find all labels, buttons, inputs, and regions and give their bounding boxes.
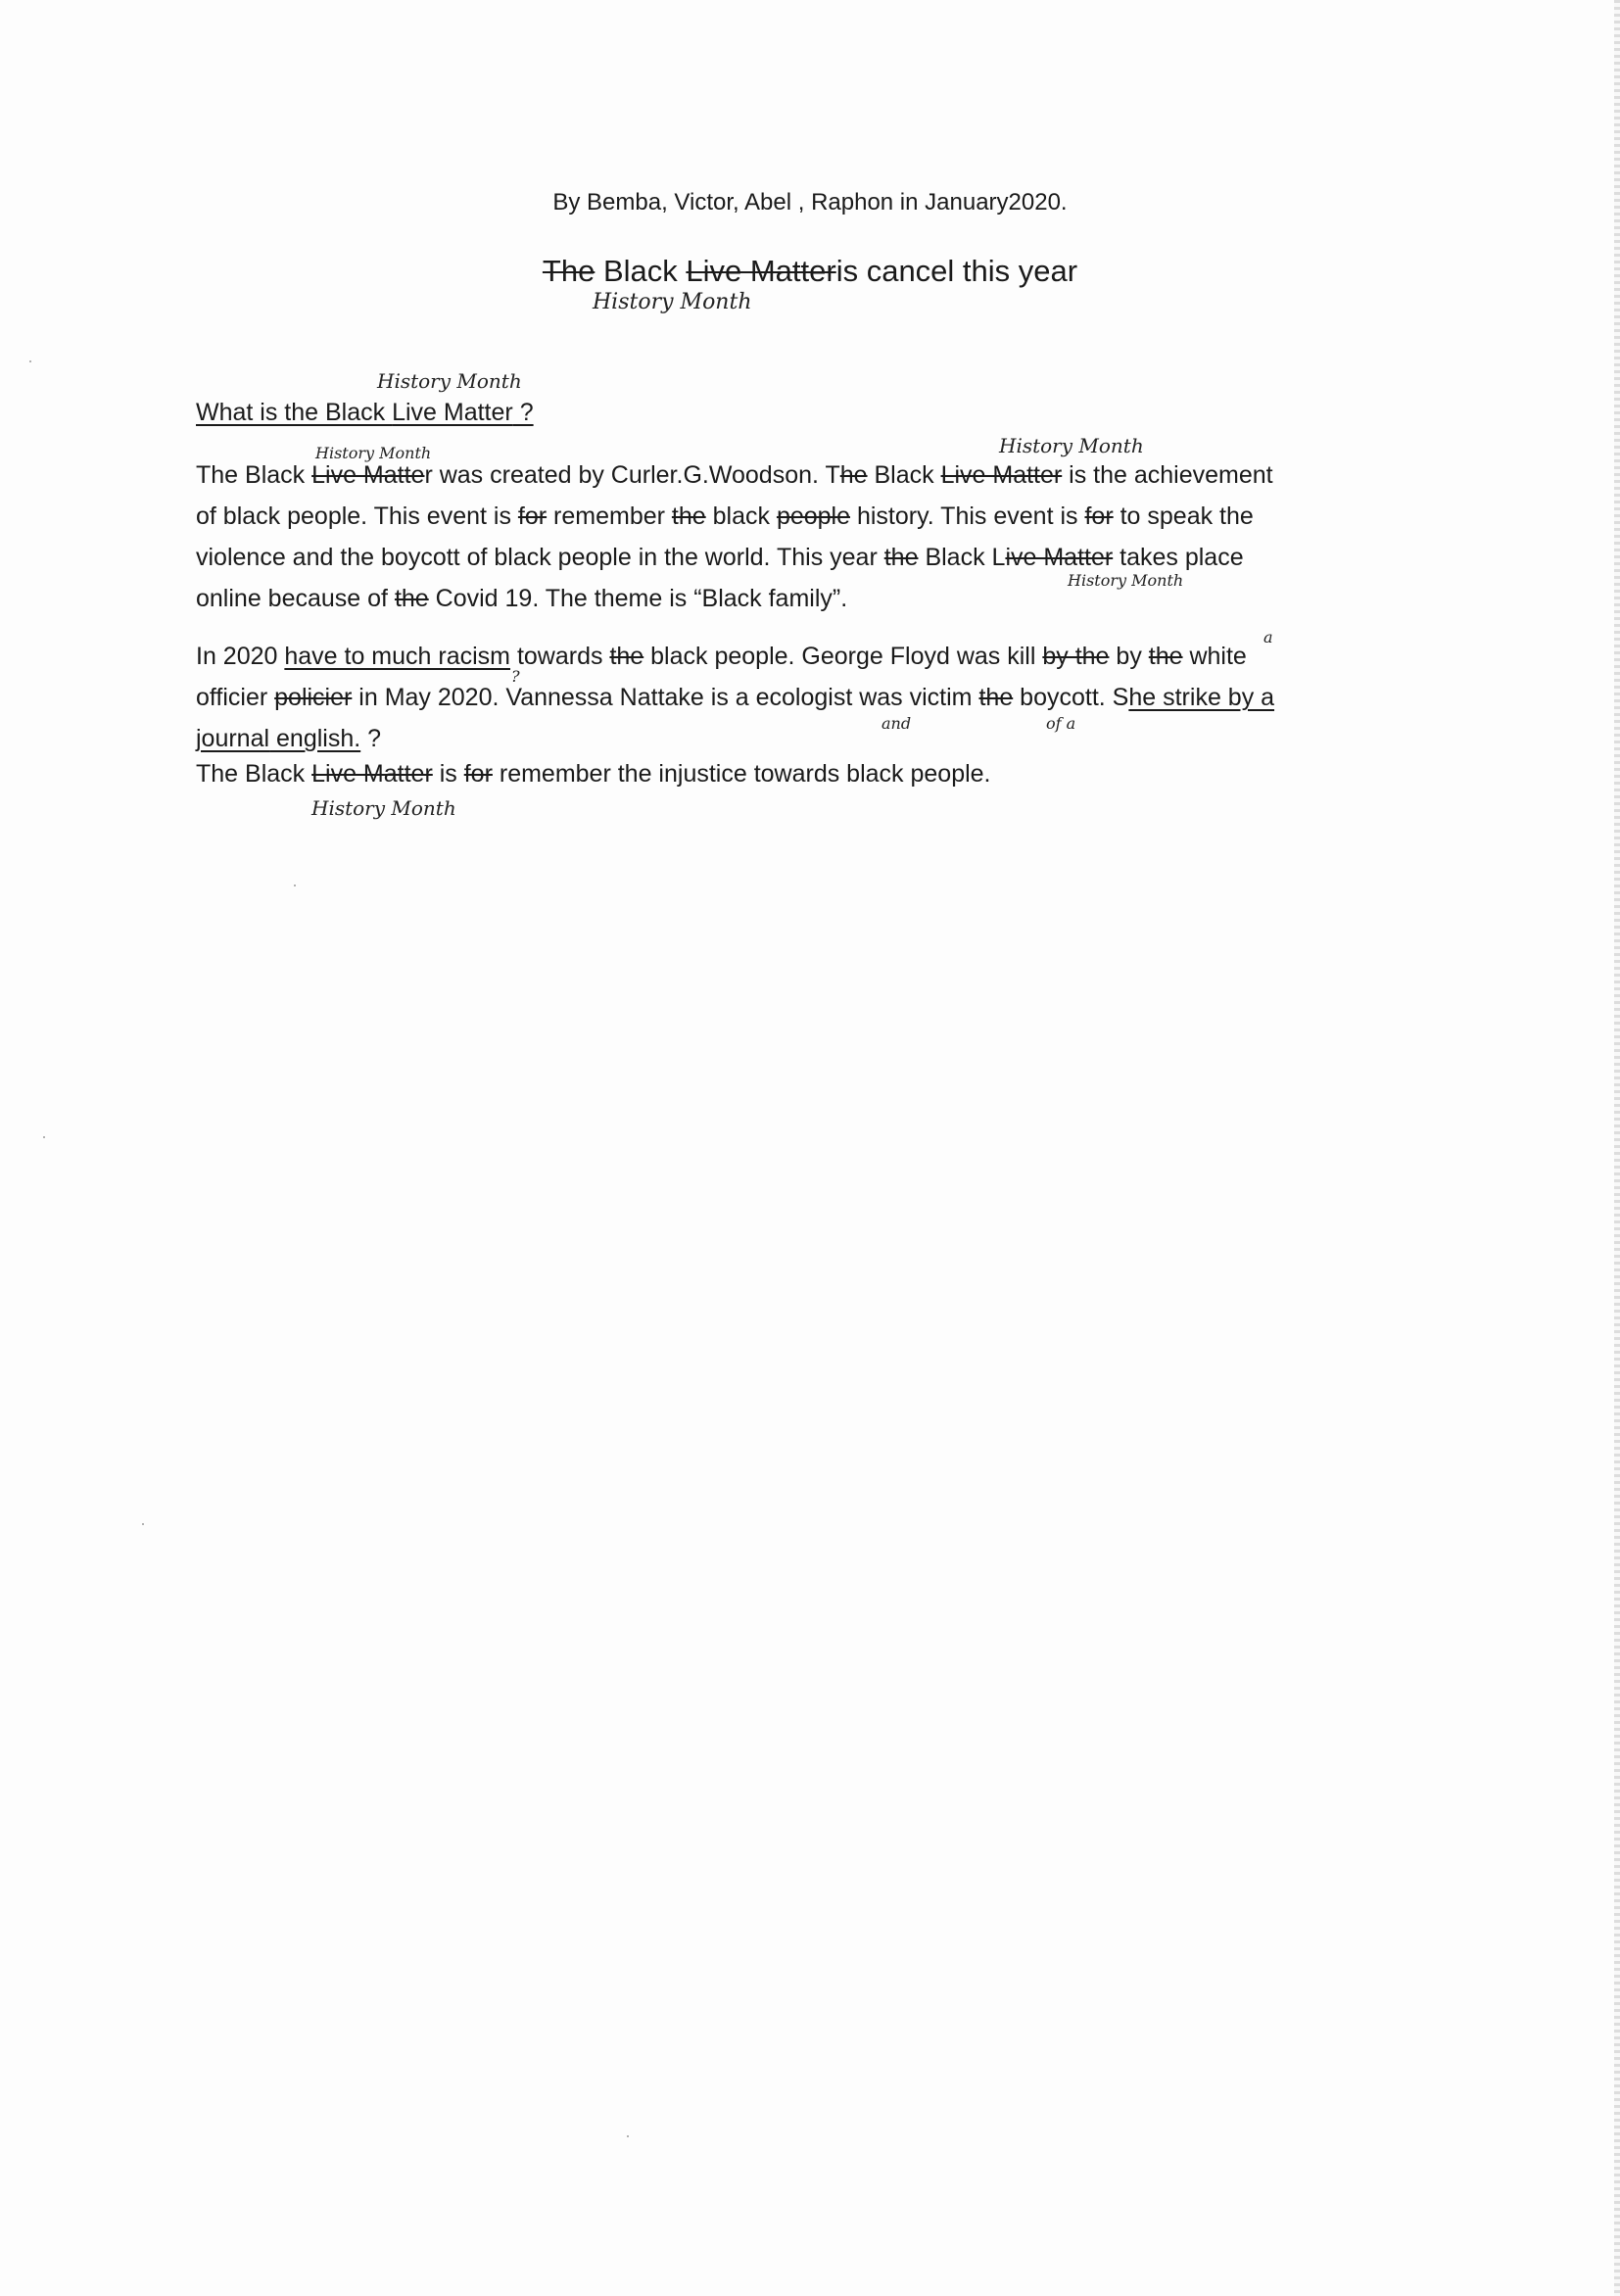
text: Covid 19. The theme is “Black family”. [428, 585, 848, 612]
scan-speck [294, 885, 296, 886]
text: history. This event is [850, 502, 1085, 530]
text: to speak the [1113, 502, 1254, 530]
text: In 2020 [196, 643, 285, 670]
paragraph1-line2 [196, 502, 1254, 531]
section-heading [196, 398, 534, 427]
p1-insert-3: History Month [1068, 571, 1184, 590]
title-rest: is cancel this year [835, 254, 1078, 288]
scan-speck [43, 1136, 45, 1138]
title-struck-phrase: Live Matter [686, 254, 836, 288]
p1-insert-2: History Month [999, 434, 1144, 457]
struck-text: for [517, 502, 548, 530]
paragraph1-line1 [196, 460, 1273, 490]
text: by [1109, 643, 1149, 670]
struck-text: the [1148, 643, 1183, 670]
text: remember [547, 502, 672, 530]
title-word: Black [595, 254, 687, 288]
paragraph2-line1 [196, 642, 1247, 671]
struck-text: the [394, 585, 429, 612]
struck-text: by the [1042, 643, 1110, 670]
struck-text: the [978, 684, 1014, 711]
text: r was created by Curler.G.Woodson. T [424, 461, 840, 489]
heading-handwritten-insert: History Month [377, 369, 522, 393]
paragraph2-line3 [196, 724, 381, 753]
byline: By Bemba, Victor, Abel , Raphon in January2020. [552, 189, 1068, 215]
text: ? [360, 725, 382, 752]
scan-speck [627, 2135, 629, 2137]
p2-insert-and: and [881, 714, 912, 733]
underlined-text: english. [269, 725, 361, 752]
scan-edge [1614, 0, 1620, 2296]
struck-text: for [463, 760, 493, 788]
paragraph1-line4 [196, 584, 847, 613]
underlined-text: he strike by a [1128, 684, 1275, 711]
text: takes place [1113, 544, 1244, 571]
title-struck-word: The [542, 254, 596, 288]
struck-text: Live Matte [311, 461, 425, 489]
paragraph2-line4 [196, 759, 991, 789]
struck-text: the [609, 643, 644, 670]
struck-text: he [839, 461, 868, 489]
struck-text: the [671, 502, 706, 530]
struck-text: ive Matter [1005, 544, 1114, 571]
p2-insert-history-month: History Month [311, 796, 456, 820]
text: is the achievement [1062, 461, 1273, 489]
text: officier [196, 684, 275, 711]
struck-text: people [776, 502, 851, 530]
text: Black [867, 461, 941, 489]
text: in May 2020. Vannessa Nattake is a ecologist was victim [352, 684, 979, 711]
heading-struck: Live Matter [392, 399, 513, 426]
text: black people. George Floyd was kill [643, 643, 1043, 670]
text: The Black [196, 461, 312, 489]
struck-text: journal [196, 725, 270, 752]
text: white [1182, 643, 1247, 670]
p2-insert-question: ? [511, 667, 520, 686]
text: towards [510, 643, 610, 670]
heading-text-after: ? [512, 399, 534, 426]
text: The Black [196, 760, 312, 788]
title-handwritten-insert: History Month [593, 290, 752, 314]
text: remember the injustice towards black people. [492, 760, 991, 788]
text: is [432, 760, 464, 788]
struck-text: for [1084, 502, 1114, 530]
text: online because of [196, 585, 395, 612]
text: of black people. This event is [196, 502, 518, 530]
p2-insert-a: a [1263, 628, 1273, 646]
heading-text: What is the Black [196, 399, 393, 426]
text: black [705, 502, 777, 530]
underlined-text: have to much racism [284, 643, 510, 670]
page-title [0, 253, 1620, 290]
struck-text: the [883, 544, 919, 571]
paragraph1-line3 [196, 543, 1244, 572]
scan-speck [142, 1523, 144, 1525]
struck-text: Live Matter [940, 461, 1063, 489]
text: Black L [918, 544, 1006, 571]
scan-speck [29, 360, 31, 362]
p2-insert-of-a: of a [1046, 714, 1076, 733]
paragraph2-line2 [196, 683, 1274, 712]
text: violence and the boycott of black people in the world. This year [196, 544, 884, 571]
struck-text: Live Matter [311, 760, 433, 788]
struck-text: policier [274, 684, 353, 711]
text: boycott. S [1013, 684, 1129, 711]
p1-insert-1: History Month [315, 444, 432, 462]
